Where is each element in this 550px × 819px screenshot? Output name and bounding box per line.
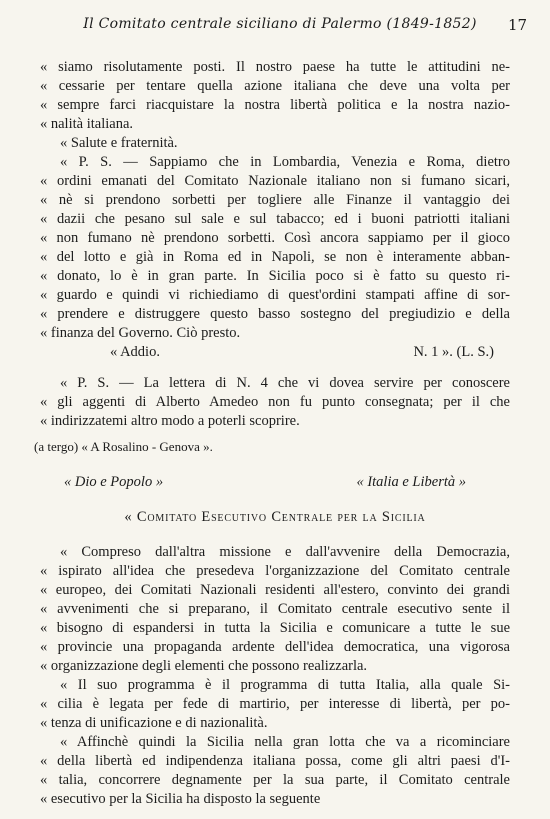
document-heading: « Comitato Esecutivo Centrale per la Sicilia (124, 509, 426, 525)
text-line: « finanza del Governo. Ciò presto. (40, 325, 241, 341)
text-line: « esecutivo per la Sicilia ha disposto la seguente (40, 791, 321, 807)
page-number: 17 (508, 16, 528, 34)
text-line: « organizzazione degli elementi che possono realizzarla. (40, 658, 368, 674)
text-line: « talia, concorrere degnamente per la sua parte, il Comitato centrale (40, 772, 510, 788)
text-line: « dazii che pesano sul sale e sul tabacco; ed i buoni patriotti italiani (40, 211, 510, 227)
text-line: « guardo e quindi vi richiediamo di quest'ordini stampati affine di sor- (40, 287, 510, 303)
text-line: « nè si prendono sorbetti per togliere alle Finanze il vantaggio dei (40, 192, 510, 208)
text-line: « bisogno di espandersi in tutta la Sicilia e comunicare a tutte le sue (40, 620, 510, 636)
text-line: « siamo risolutamente posti. Il nostro paese ha tutte le attitudini ne- (40, 59, 510, 75)
text-line: « P. S. — Sappiamo che in Lombardia, Venezia e Roma, dietro (60, 154, 510, 170)
text-line: « del lotto e già in Roma ed in Napoli, se non è interamente abban- (40, 249, 510, 265)
text-line: « P. S. — La lettera di N. 4 che vi dovea servire per conoscere (60, 375, 510, 391)
text-line: « Affinchè quindi la Sicilia nella gran lotta che va a ricominciare (60, 734, 510, 750)
text-line: « Compreso dall'altra missione e dall'avvenire della Democrazia, (60, 544, 510, 560)
motto-right: « Italia e Libertà » (356, 474, 466, 490)
text-line: « ispirato all'idea che presedeva l'organizzazione del Comitato centrale (40, 563, 510, 579)
motto-left: « Dio e Popolo » (64, 474, 164, 490)
text-line: « non fumano nè prendono sorbetti. Così ancora sappiamo per il gioco (40, 230, 510, 246)
text-line: « donato, lo è in gran parte. In Sicilia poco si è fatto su questo ri- (40, 268, 510, 284)
text-line: « sempre farci riacquistare la nostra libertà politica e la nostra nazio- (40, 97, 510, 113)
text-line: « europeo, dei Comitati Nazionali residenti all'estero, convinto dei grandi (40, 582, 510, 598)
text-line: « provincie una propaganda ardente dell'idea democratica, una vigorosa (40, 639, 510, 655)
text-line: « prendere e distruggere questo basso sostegno del pregiudizio e della (40, 306, 510, 322)
text-line: « avvenimenti che si preparano, il Comitato centrale esecutivo sente il (40, 601, 510, 617)
text-line: « cilia è legata per fede di martirio, per interesse di libertà, per po- (40, 696, 510, 712)
running-title: Il Comitato centrale siciliano di Palermo (1849-1852) (83, 16, 477, 32)
text-line: « ordini emanati del Comitato Nazionale italiano non si fumano sicari, (40, 173, 510, 189)
signature-mark: N. 1 ». (L. S.) (413, 344, 494, 360)
farewell-text: « Addio. (110, 344, 160, 360)
text-line: « Il suo programma è il programma di tutta Italia, alla quale Si- (60, 677, 510, 693)
text-line: « cessarie per tentare quella azione italiana che deve una volta per (40, 78, 510, 94)
address-note: (a tergo) « A Rosalino - Genova ». (34, 439, 213, 454)
text-line: « della libertà ed indipendenza italiana possa, come gli altri paesi d'I- (40, 753, 510, 769)
text-line: « tenza di unificazione e di nazionalità. (40, 715, 268, 731)
text-line: « gli aggenti di Alberto Amedeo non fu punto consegnata; per il che (40, 394, 510, 410)
closing-greeting: « Salute e fraternità. (60, 135, 178, 151)
text-line: « indirizzatemi altro modo a poterli scoprire. (40, 413, 300, 429)
text-line: « nalità italiana. (40, 116, 134, 132)
